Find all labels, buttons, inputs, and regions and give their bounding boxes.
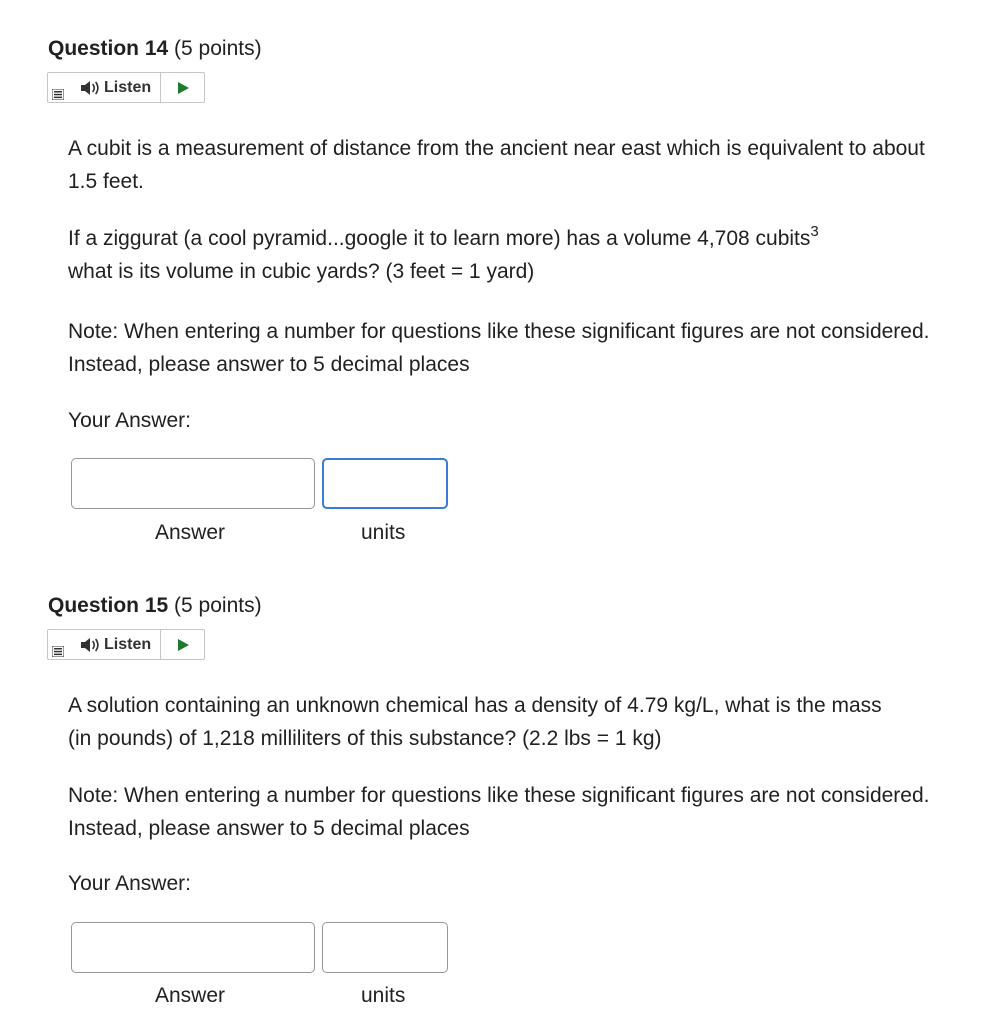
readspeaker-toolbar	[47, 72, 205, 103]
play-button[interactable]	[161, 73, 204, 102]
answer-field-label: Answer	[155, 984, 226, 1007]
question-text: A solution containing an unknown chemical has a density of 4.79 kg/L, what is the mass (in pounds) of 1,218 milliliters of this substance? (2.2 lbs = 1 kg)	[68, 694, 882, 750]
exponent: 3	[810, 223, 819, 240]
units-input[interactable]	[322, 922, 448, 973]
question-text-part: If a ziggurat (a cool pyramid...google it to learn more) has a volume 4,708 cubits	[68, 227, 811, 250]
note-text: Note: When entering a number for questions like these significant figures are not considered. Instead, please answer to 5 decimal places	[68, 784, 930, 840]
your-answer-label: Your Answer:	[68, 409, 191, 432]
question-title	[48, 35, 262, 63]
units-input[interactable]	[322, 458, 448, 509]
your-answer-label: Your Answer:	[68, 872, 191, 895]
speaker-icon	[80, 637, 102, 653]
units-field-label: units	[361, 521, 406, 544]
note-text: Note: When entering a number for questions like these significant figures are not considered. Instead, please answer to 5 decimal places	[68, 320, 930, 376]
units-field-label: units	[361, 984, 406, 1007]
question-points: (5 points)	[174, 594, 262, 617]
question-number: Question 15	[48, 594, 169, 617]
play-icon	[177, 81, 190, 95]
question-text	[68, 222, 828, 288]
question-points: (5 points)	[174, 37, 262, 60]
answer-input[interactable]	[71, 458, 315, 509]
question-text: A cubit is a measurement of distance from the ancient near east which is equivalent to about 1.5 feet.	[68, 137, 925, 193]
question-title	[48, 592, 262, 620]
menu-icon[interactable]	[52, 646, 64, 657]
speaker-icon	[80, 80, 102, 96]
play-icon	[177, 638, 190, 652]
play-button[interactable]	[161, 630, 204, 659]
menu-icon[interactable]	[52, 89, 64, 100]
answer-field-label: Answer	[155, 521, 226, 544]
answer-input[interactable]	[71, 922, 315, 973]
listen-label: Listen	[104, 79, 152, 96]
readspeaker-toolbar	[47, 629, 205, 660]
listen-label: Listen	[104, 636, 152, 653]
question-number: Question 14	[48, 37, 169, 60]
question-text-part: what is its volume in cubic yards? (3 feet = 1 yard)	[68, 260, 535, 283]
